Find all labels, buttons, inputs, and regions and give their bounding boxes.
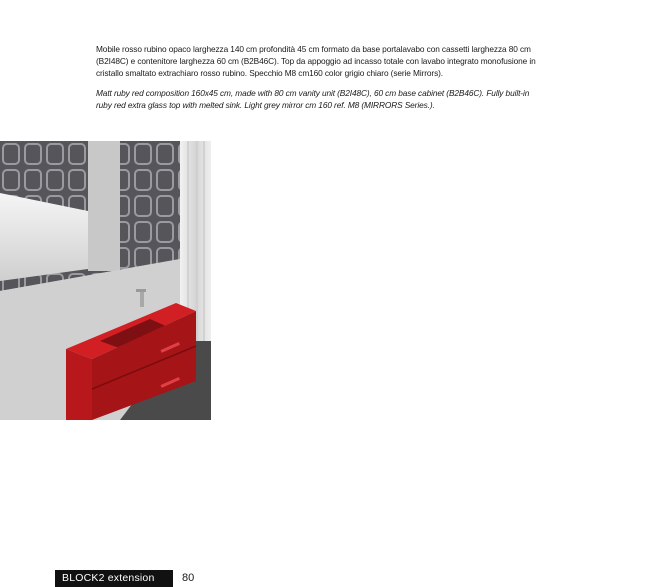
product-photo: [0, 141, 211, 420]
mirror-side: [88, 141, 120, 271]
bathroom-illustration: [0, 141, 211, 420]
collection-label: BLOCK2 extension: [55, 570, 173, 587]
description-english: Matt ruby red composition 160x45 cm, made with 80 cm vanity unit (B2I48C), 60 cm base cabinet (B2B46C). Fully built-in ruby red extra glass top with melted sink. Light grey mirror cm 160 ref. M8 (MIRRORS Series.).: [96, 87, 530, 110]
description-italian: Mobile rosso rubino opaco larghezza 140 cm profondità 45 cm formato da base portalavabo con cassetti larghezza 80 cm (B2I48C) e contenitore larghezza 60 cm (B2B46C). Top da appoggio ad incasso totale con lavabo integrato monofusione in cristallo smaltato extrachiaro rosso rubino. Specchio M8 cm160 color grigio chiaro (serie Mirrors).: [96, 44, 536, 79]
page-number: 80: [182, 572, 195, 584]
cabinet-side: [66, 349, 92, 420]
product-description: [96, 43, 536, 111]
